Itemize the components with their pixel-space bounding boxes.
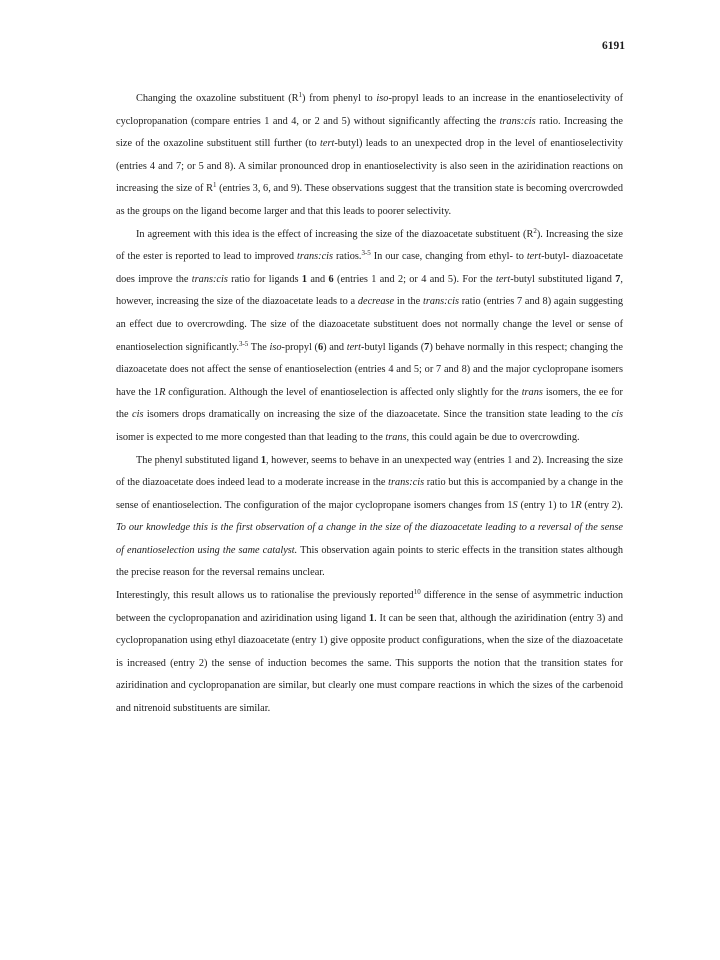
text-run: -butyl ligands ( [361,341,425,353]
superscript: 1 [212,181,217,190]
page-number: 6191 [602,40,625,52]
text-run: ratio for ligands [227,273,302,285]
italic-text: R [575,499,582,511]
text-run: isomers, the ee for the [116,386,623,421]
italic-text: iso [269,341,282,353]
text-run: . It can be seen that, although the aziridination (entry 3) and cyclopropanation using ethyl diazoacetate (entry 1) give opposite product configurations, when the size of the diazoacetate is increased (entry 2) the sense of induction becomes the same. This supports the notion that the transition states for aziridination and cyclopropanation are similar, but clearly one must compare reactions in which the sizes of the carbenoid and nitrenoid substituents are similar. [116,612,623,715]
body-text [116,88,623,721]
text-run: isomer is expected to me more congested than that leading to the [116,431,386,443]
italic-text: decrease [357,296,395,308]
text-run: The phenyl substituted ligand [136,454,261,466]
text-run: (entries 3, 6, and 9). These observations suggest that the transition state is becoming overcrowded as the groups on the ligand become larger and that this leads to poorer selectivity. [116,183,623,217]
superscript: 3-5 [361,249,371,258]
text-run: -butyl) leads to an unexpected drop in the level of enantioselectivity (entries 4 and 7; or 5 and 8). A similar pronounced drop in enantioselectivity is also seen in the aziridination reactions on increasing the size of R [116,138,623,195]
superscript: 1 [298,91,302,99]
bold-text: 1 [301,273,307,285]
italic-text: tert [495,273,511,285]
italic-text: trans [385,431,407,443]
paragraph-2 [116,224,623,450]
text-run: -butyl- diazoacetate does improve the [116,251,623,285]
text-run: , however, increasing the size of the diazoacetate leads to a [116,273,623,308]
text-run: The [248,341,270,353]
paragraph-1 [116,88,623,224]
italic-text: trans:cis [422,296,459,308]
bold-text: 1 [260,454,266,466]
italic-text: cis [132,409,144,421]
superscript: 2 [533,226,537,235]
text-run: In our case, changing from ethyl- to [370,251,527,263]
paragraph-3 [116,450,623,586]
text-run: -propyl leads to an increase in the enantioselectivity of cyclopropanation (compare entries 1 and 4, or 2 and 5) without significantly affecting the [116,93,623,127]
text-run: difference in the sense of asymmetric induction between the cyclopropanation and aziridination using ligand [116,590,623,624]
text-run: ratio but this is accompanied by a change in the sense of enantioselection. The configuration of the major cyclopropane isomers changes from 1 [116,477,623,511]
text-run: -butyl substituted ligand [510,273,616,285]
text-run: ) behave normally in this respect; changing the diazoacetate does not affect the sense of enantioselection (entries 4 and 5; or 7 and 8) and the major cyclopropane isomers have the 1 [116,341,623,398]
text-run: , this could again be due to overcrowding. [406,431,580,443]
text-run: , however, seems to behave in an unexpected way (entries 1 and 2). Increasing the size of the diazoacetate does indeed lead to a moderate increase in the [116,454,623,489]
bold-text: 6 [328,273,334,285]
text-run: isomers drops dramatically on increasing the size of the diazoacetate. Since the transition state leading to the [143,409,612,421]
italic-text: trans:cis [499,115,536,127]
text-run: Interestingly, this result allows us to rationalise the previously reported [116,590,414,602]
bold-text: 7 [424,341,430,353]
text-run: ratio. Increasing the size of the oxazoline substituent still further (to [116,115,623,150]
italic-text: iso [376,93,389,104]
text-run: (entry 1) to 1 [517,499,576,511]
text-run: (entry 2). [581,499,623,511]
text-run: ). Increasing the size of the ester is reported to lead to improved [116,228,624,263]
bold-text: 7 [615,273,621,285]
text-run: ) from phenyl to [302,93,377,104]
text-run: ratios. [333,251,362,263]
italic-text: tert [346,341,362,353]
bold-text: 6 [317,341,324,353]
italic-text: cis [611,409,623,421]
italic-text: trans:cis [297,251,334,263]
text-run: -propyl ( [281,341,318,353]
paragraph-4 [116,585,623,721]
text-run: configuration. Although the level of enantioselection is affected only slightly for the [165,386,522,398]
text-run: ratio (entries 7 and 8) again suggesting an effect due to overcrowding. The size of the diazoacetate substituent does not normally change the level or sense of enantioselection significantly. [116,296,623,353]
italic-text: To our knowledge this is the first observation of a change in the size of the diazoacetate leading to a reversal of the sense of enantioselection using the same catalyst. [116,522,623,556]
superscript: 10 [413,588,421,597]
text-run: Changing the oxazoline substituent (R [136,93,299,104]
superscript: 3-5 [238,339,249,348]
italic-text: R [159,386,166,398]
text-run: In agreement with this idea is the effect of increasing the size of the diazoacetate substituent (R [136,228,534,240]
bold-text: 1 [369,612,375,624]
italic-text: tert [320,138,335,150]
italic-text: trans:cis [388,477,425,489]
italic-text: S [512,499,518,511]
text-run: in the [394,296,423,308]
italic-text: trans:cis [191,273,228,285]
italic-text: tert [526,251,542,263]
text-run: This observation again points to steric effects in the transition states although the precise reason for the reversal remains unclear. [116,544,623,579]
text-run: (entries 1 and 2; or 4 and 5). For the [333,273,496,285]
text-run: and [306,273,329,285]
text-run: ) and [323,341,347,353]
italic-text: trans [521,386,543,398]
